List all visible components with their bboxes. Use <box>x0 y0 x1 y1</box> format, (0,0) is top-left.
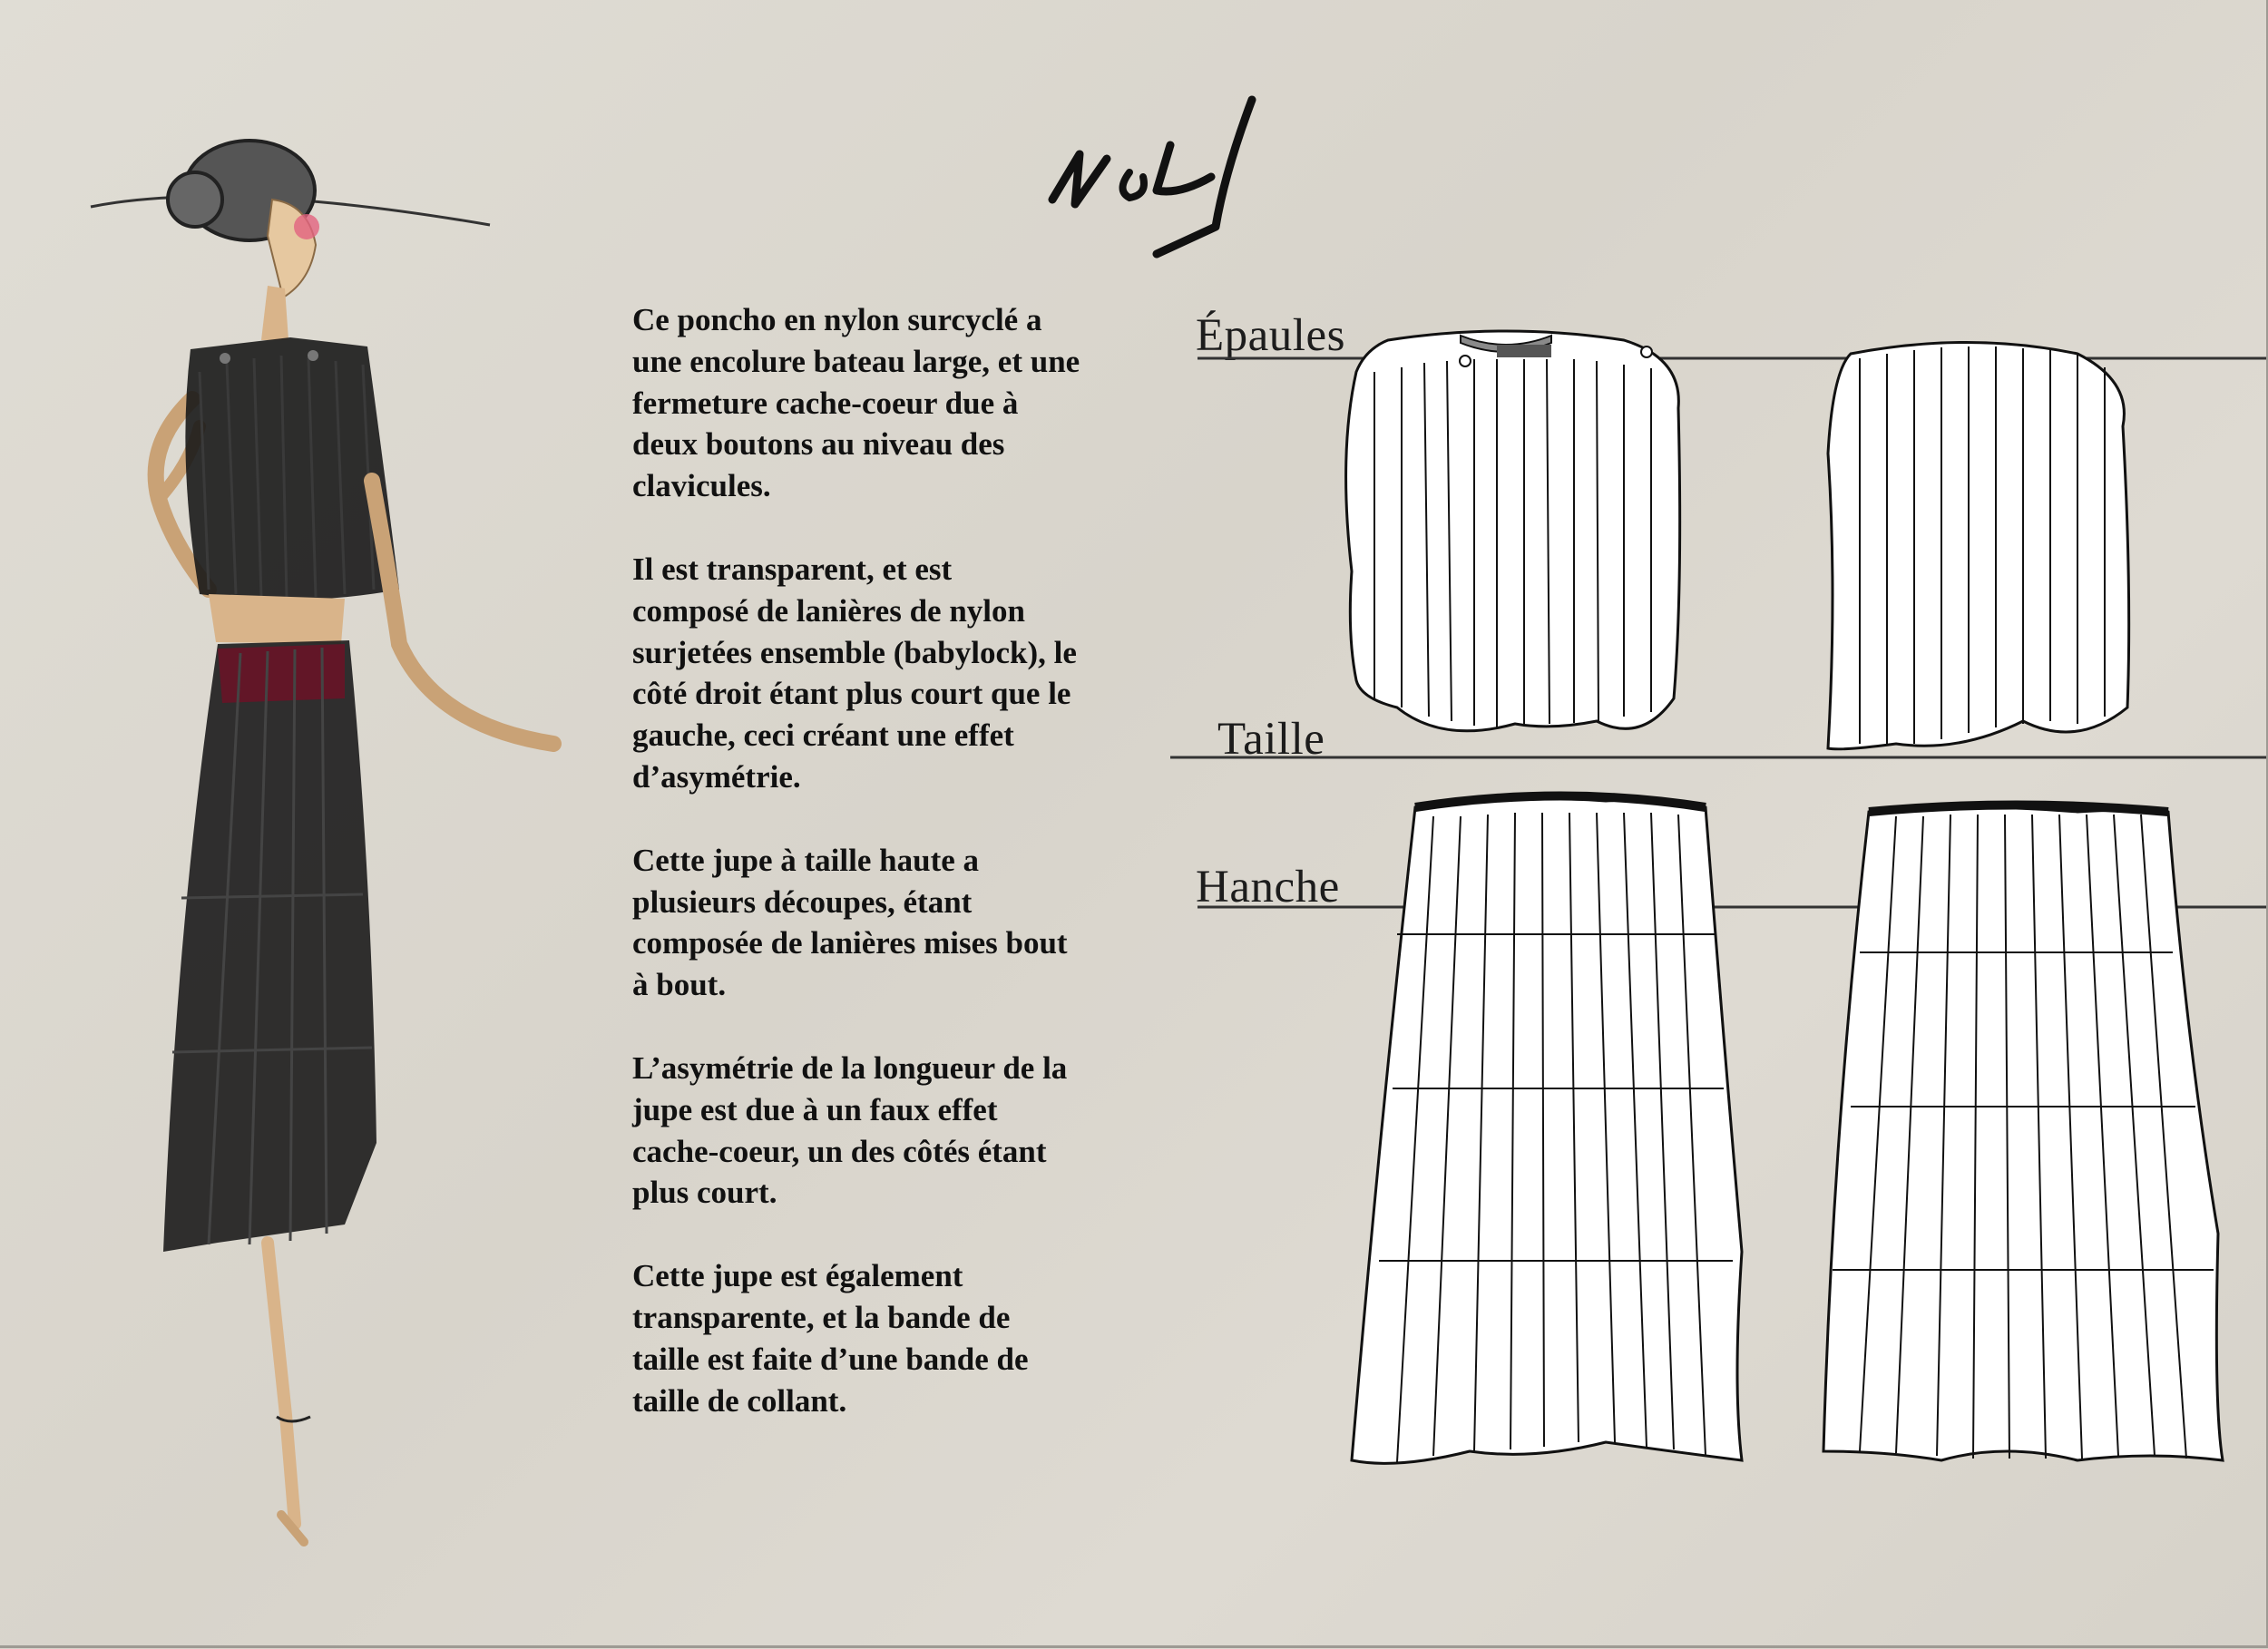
waist-label: Taille <box>1217 714 1325 765</box>
technical-flats <box>1170 317 2268 1497</box>
shoulders-label: Épaules <box>1196 310 1345 361</box>
paragraph-asymmetry: L’asymétrie de la longueur de la jupe est due à un faux effet cache-coeur, un des côtés étant plus court. <box>632 1049 1068 1211</box>
paragraph-transparency: Il est transparent, et est composé de lanières de nylon surjetées ensemble (babylock), le côté droit étant plus court que le gauche, ceci créant une effet d’asymétrie. <box>632 551 1077 795</box>
signature <box>1043 91 1279 272</box>
paragraph-waistband: Cette jupe est également transparente, et la bande de taille est faite d’une bande de taille de collant. <box>632 1258 1029 1419</box>
paragraph-poncho: Ce poncho en nylon surcyclé a une encolure bateau large, et une fermeture cache-coeur due à deux boutons au niveau des clavicules. <box>632 302 1080 504</box>
poncho-back-flat <box>1828 343 2129 749</box>
hip-label: Hanche <box>1196 862 1340 912</box>
skirt-back-flat <box>1823 805 2223 1461</box>
description-text <box>632 299 1177 1463</box>
paragraph-skirt: Cette jupe à taille haute a plusieurs découpes, étant composée de lanières mises bout à bout. <box>632 842 1068 1003</box>
skirt-front-flat <box>1352 796 1742 1464</box>
poncho-front-flat <box>1346 331 1680 731</box>
fashion-illustration <box>73 100 635 1569</box>
